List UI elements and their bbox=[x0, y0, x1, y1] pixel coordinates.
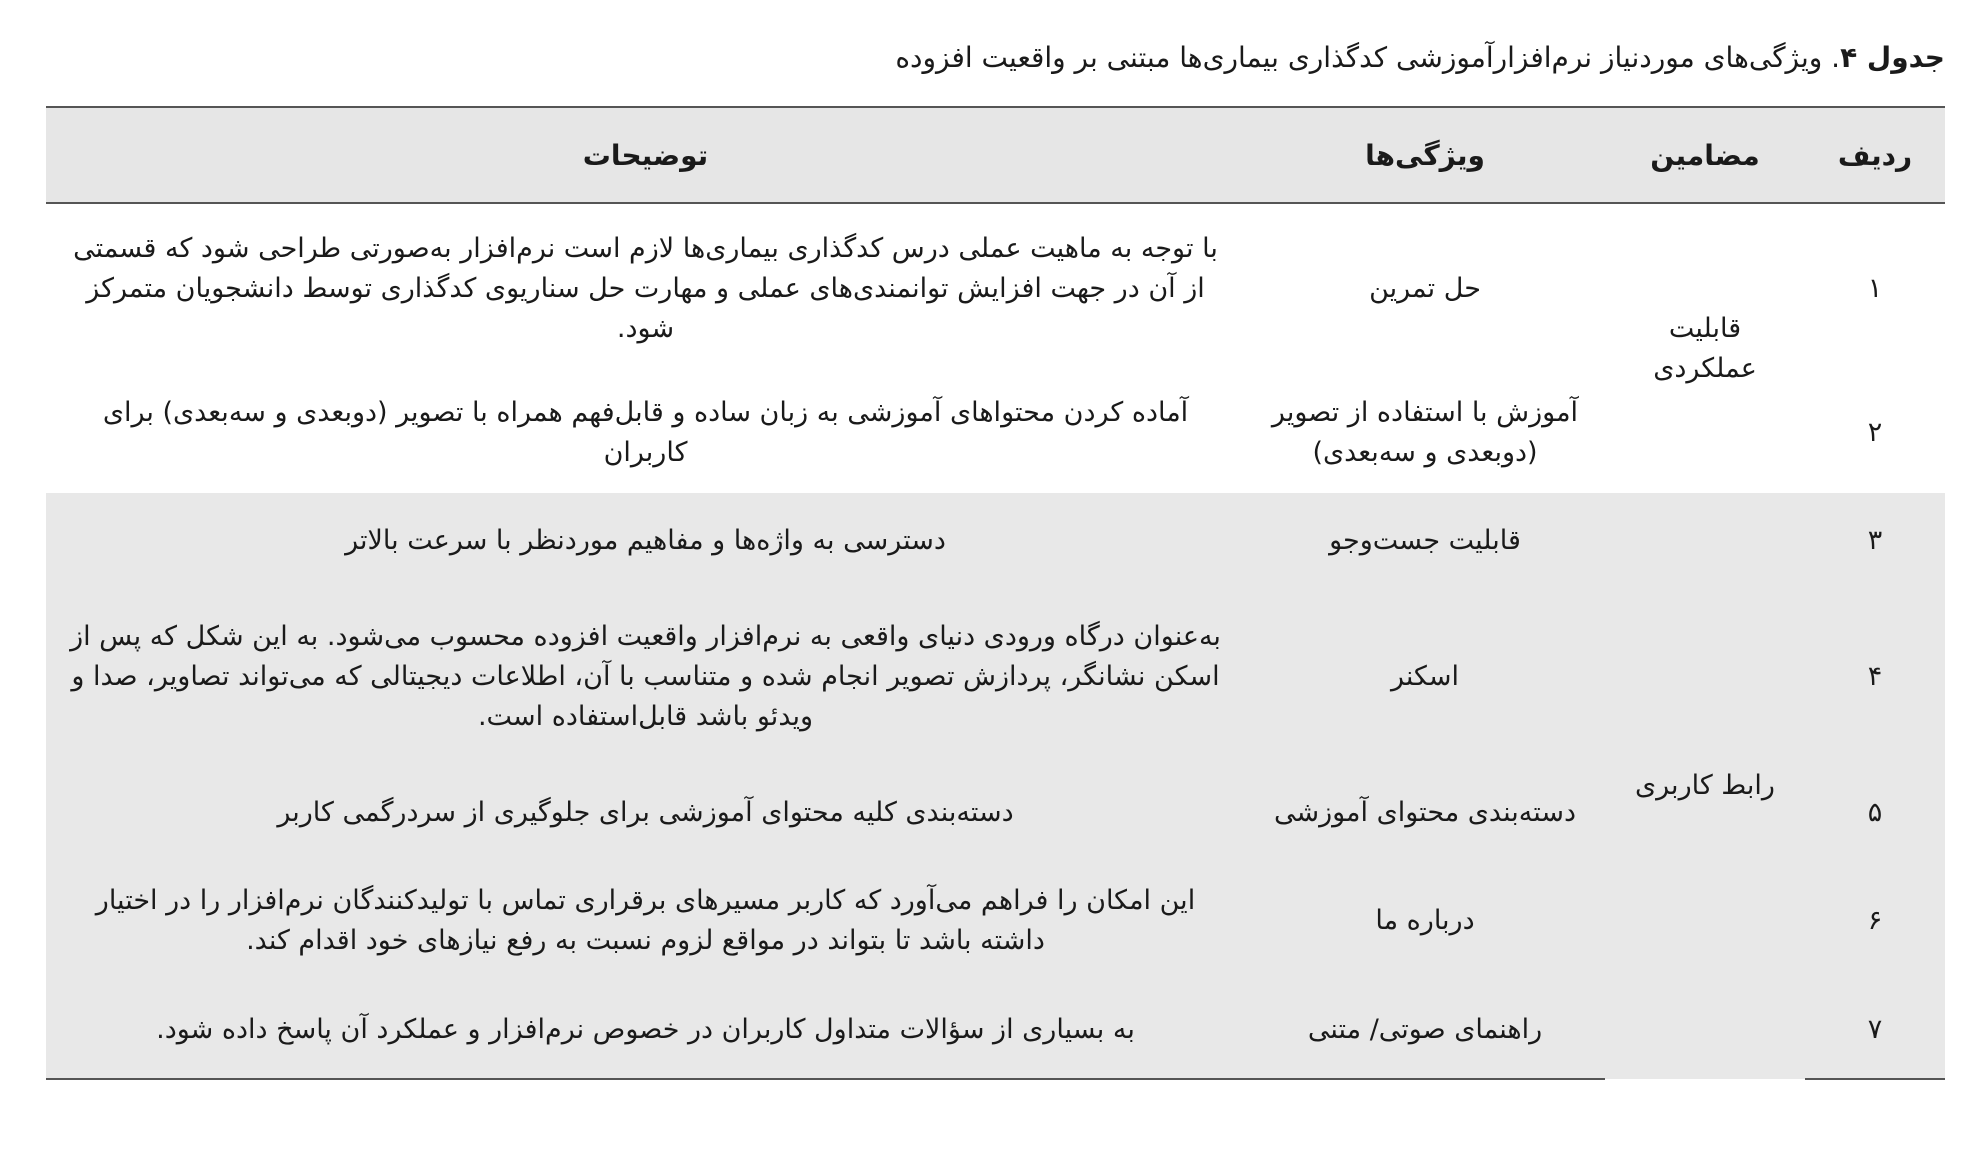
feature-cell: راهنمای صوتی/ متنی bbox=[1245, 981, 1605, 1079]
table-caption bbox=[45, 38, 1945, 78]
table-header bbox=[46, 107, 1945, 203]
caption-label: جدول ۴ bbox=[1840, 41, 1945, 74]
description-cell: دسترسی به واژه‌ها و مفاهیم موردنظر با سرعت بالاتر bbox=[46, 493, 1245, 589]
theme-cell-functional: قابلیت عملکردی bbox=[1653, 312, 1757, 384]
description-cell: به‌عنوان درگاه ورودی دنیای واقعی به نرم‌افزار واقعیت افزوده محسوب می‌شود. به این شکل که پس از اسکن نشانگر، پردازش تصویر انجام شده و متناسب با آن، اطلاعات دیجیتالی که می‌تواند تصاویر، صدا و ویدئو باشد قابل‌استفاده است. bbox=[46, 589, 1245, 765]
feature-cell: اسکنر bbox=[1245, 589, 1605, 765]
row-number: ۶ bbox=[1805, 861, 1945, 981]
row-number: ۴ bbox=[1805, 589, 1945, 765]
row-number: ۵ bbox=[1805, 765, 1945, 861]
header-row-number: ردیف bbox=[1805, 107, 1945, 203]
header-features: ویژگی‌ها bbox=[1245, 107, 1605, 203]
description-cell: این امکان را فراهم می‌آورد که کاربر مسیرهای برقراری تماس با تولیدکنندگان نرم‌افزار را در اختیار داشته باشد تا بتواند در مواقع لزوم نسبت به رفع نیازهای خود اقدام کند. bbox=[46, 861, 1245, 981]
description-cell: به بسیاری از سؤالات متداول کاربران در خصوص نرم‌افزار و عملکرد آن پاسخ داده شود. bbox=[46, 981, 1245, 1079]
table-body bbox=[46, 203, 1945, 1079]
row-number: ۳ bbox=[1805, 493, 1945, 589]
features-table bbox=[46, 106, 1945, 1080]
header-themes: مضامین bbox=[1605, 107, 1805, 203]
table-row bbox=[46, 493, 1945, 589]
features-table-container bbox=[46, 106, 1945, 1080]
theme-cell-ui: رابط کاربری bbox=[1605, 493, 1805, 1079]
table-row bbox=[46, 203, 1945, 373]
row-number: ۷ bbox=[1805, 981, 1945, 1079]
description-cell: دسته‌بندی کلیه محتوای آموزشی برای جلوگیری از سردرگمی کاربر bbox=[46, 765, 1245, 861]
feature-cell: درباره ما bbox=[1245, 861, 1605, 981]
feature-cell: آموزش با استفاده از تصویر (دوبعدی و سه‌بعدی) bbox=[1271, 397, 1579, 468]
feature-cell: حل تمرین bbox=[1369, 272, 1481, 304]
description-cell: آماده کردن محتواهای آموزشی به زبان ساده و قابل‌فهم همراه با تصویر (دوبعدی و سه‌بعدی) برای کاربران bbox=[102, 397, 1189, 468]
feature-cell: دسته‌بندی محتوای آموزشی bbox=[1245, 765, 1605, 861]
header-description: توضیحات bbox=[46, 107, 1245, 203]
header-row bbox=[46, 107, 1945, 203]
row-number: ۲ bbox=[1867, 417, 1883, 448]
caption-text: . ویژگی‌های موردنیاز نرم‌افزارآموزشی کدگذاری بیماری‌ها مبتنی بر واقعیت افزوده bbox=[895, 41, 1841, 74]
row-number: ۱ bbox=[1867, 272, 1883, 304]
feature-cell: قابلیت جست‌وجو bbox=[1245, 493, 1605, 589]
description-cell: با توجه به ماهیت عملی درس کدگذاری بیماری‌ها لازم است نرم‌افزار به‌صورتی طراحی شود که قسمتی از آن در جهت افزایش توانمندی‌های عملی و مهارت حل سناریوی کدگذاری توسط دانشجویان متمرکز شود. bbox=[73, 232, 1218, 344]
